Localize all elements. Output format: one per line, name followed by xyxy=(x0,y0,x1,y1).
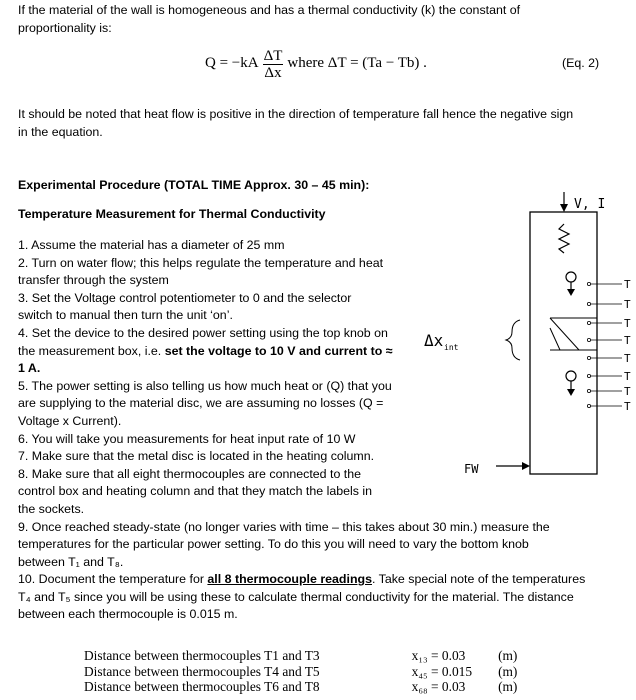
step-10-underlined: all 8 thermocouple readings xyxy=(207,572,372,587)
equation-label: (Eq. 2) xyxy=(562,56,600,70)
tc-label-4: T xyxy=(624,334,631,347)
step-1: 1. Assume the material has a diameter of 25 mm xyxy=(18,238,285,252)
tc-label-7: T xyxy=(624,385,631,398)
dx-subscript: int xyxy=(444,343,459,352)
fraction-denominator: Δx xyxy=(264,64,282,81)
tc-label-6: T xyxy=(624,370,631,383)
tc-row-1 xyxy=(587,278,631,291)
step-4-bold: set the voltage to 10 V and current to ≈ xyxy=(164,343,393,358)
tc-row-7 xyxy=(587,385,631,398)
equation-2 xyxy=(205,47,427,81)
tc-label-8: T xyxy=(624,400,631,413)
tc-label-5: T xyxy=(624,352,631,365)
note-paragraph xyxy=(18,106,573,141)
tc-row-5 xyxy=(587,352,631,365)
equation-where: where ΔT = (Ta − Tb) . xyxy=(287,55,427,72)
tc-row-8 xyxy=(587,400,631,413)
power-arrowhead-icon xyxy=(560,204,568,212)
step-10-line-2: T₄ and T₅ since you will be using these to calculate thermal conductivity for the material. The distance xyxy=(18,589,574,604)
sample-disc xyxy=(550,318,579,350)
step-6: 6. You will take you measurements for heat input rate of 10 W xyxy=(18,431,356,446)
tc-row-4 xyxy=(587,334,631,347)
step-10-line-3: between each thermocouple is 0.015 m. xyxy=(18,607,238,622)
distances-table xyxy=(84,648,517,695)
dx-brace xyxy=(506,320,520,360)
equation-fraction xyxy=(263,48,284,81)
distance-row xyxy=(84,679,517,695)
intro-line-2: proportionality is: xyxy=(18,20,112,35)
tc-label-3: T xyxy=(624,317,631,330)
procedure-subheading: Temperature Measurement for Thermal Conductivity xyxy=(18,207,326,221)
tc-row-6 xyxy=(587,370,631,383)
step-4-plain: the measurement box, i.e. xyxy=(18,343,165,358)
step-5-line-2: are supplying to the material disc, we are assuming no losses (Q = xyxy=(18,396,384,411)
step-9-line-3: between T₁ and T₈. xyxy=(18,554,124,569)
equation-lhs: Q = −kA xyxy=(205,55,259,72)
heating-column-diagram xyxy=(420,188,636,498)
step-10-plain: 10. Document the temperature for xyxy=(18,572,208,587)
step-2-line-2: transfer through the system xyxy=(18,273,169,288)
lower-probe-icon xyxy=(566,371,576,381)
distance-description: Distance between thermocouples T1 and T3 xyxy=(84,648,320,663)
step-7: 7. Make sure that the metal disc is located in the heating column. xyxy=(18,449,375,464)
column-outline xyxy=(530,212,597,474)
step-8-line-1: 8. Make sure that all eight thermocouples are connected to the xyxy=(18,466,362,481)
distance-description: Distance between thermocouples T6 and T8 xyxy=(84,679,320,694)
distance-row xyxy=(84,648,517,664)
tc-row-2 xyxy=(587,298,631,311)
fw-label: FW xyxy=(464,462,479,476)
dx-label: Δx xyxy=(424,331,444,350)
tc-row-3 xyxy=(587,317,631,330)
step-8-line-3: the sockets. xyxy=(18,501,85,516)
step-9-line-2: temperatures for the particular power setting. To do this you will need to vary the bottom knob xyxy=(18,537,529,552)
distance-value: x₄₅ = 0.015 xyxy=(411,663,473,679)
tc-label-1: T xyxy=(624,278,631,291)
heater-coil-icon xyxy=(559,224,569,253)
upper-probe-icon xyxy=(566,272,576,282)
step-4-line-3: 1 A. xyxy=(18,361,41,376)
distance-value: x₆₈ = 0.03 xyxy=(411,679,466,694)
step-3-line-2: switch to manual then turn the unit ‘on’. xyxy=(18,308,233,323)
distance-unit: (m) xyxy=(498,663,518,679)
fraction-numerator: ΔT xyxy=(263,47,283,64)
intro-paragraph xyxy=(18,2,520,37)
step-10-end: . Take special note of the temperatures xyxy=(371,572,586,587)
note-line-1: It should be noted that heat flow is positive in the direction of temperature fall hence the negative sign xyxy=(18,107,574,121)
step-2-line-1: 2. Turn on water flow; this helps regulate the temperature and heat xyxy=(18,255,384,270)
tc-label-2: T xyxy=(624,298,631,311)
power-label: V, I xyxy=(574,197,606,212)
step-10-line-1 xyxy=(18,571,585,589)
distance-row xyxy=(84,664,517,680)
step-5-line-3: Voltage x Current). xyxy=(18,413,122,428)
intro-line-1: If the material of the wall is homogeneous and has a thermal conductivity (k) the constant of xyxy=(18,3,521,17)
procedure-heading: Experimental Procedure (TOTAL TIME Approx. 30 – 45 min): xyxy=(18,178,370,192)
step-4-line-1: 4. Set the device to the desired power setting using the top knob on xyxy=(18,325,388,340)
distance-unit: (m) xyxy=(498,648,518,663)
distance-description: Distance between thermocouples T4 and T5 xyxy=(84,663,320,679)
step-9-line-1: 9. Once reached steady-state (no longer varies with time – this takes about 30 min.) measure the xyxy=(18,519,550,534)
step-3-line-1: 3. Set the Voltage control potentiometer to 0 and the selector xyxy=(18,290,352,305)
note-line-2: in the equation. xyxy=(18,124,103,139)
distance-unit: (m) xyxy=(498,679,518,694)
distance-value: x₁₃ = 0.03 xyxy=(411,648,466,663)
step-5-line-1: 5. The power setting is also telling us how much heat or (Q) that you xyxy=(18,378,392,393)
step-8-line-2: control box and heating column and that they match the labels in xyxy=(18,484,373,499)
thermocouple-rows xyxy=(587,278,631,413)
